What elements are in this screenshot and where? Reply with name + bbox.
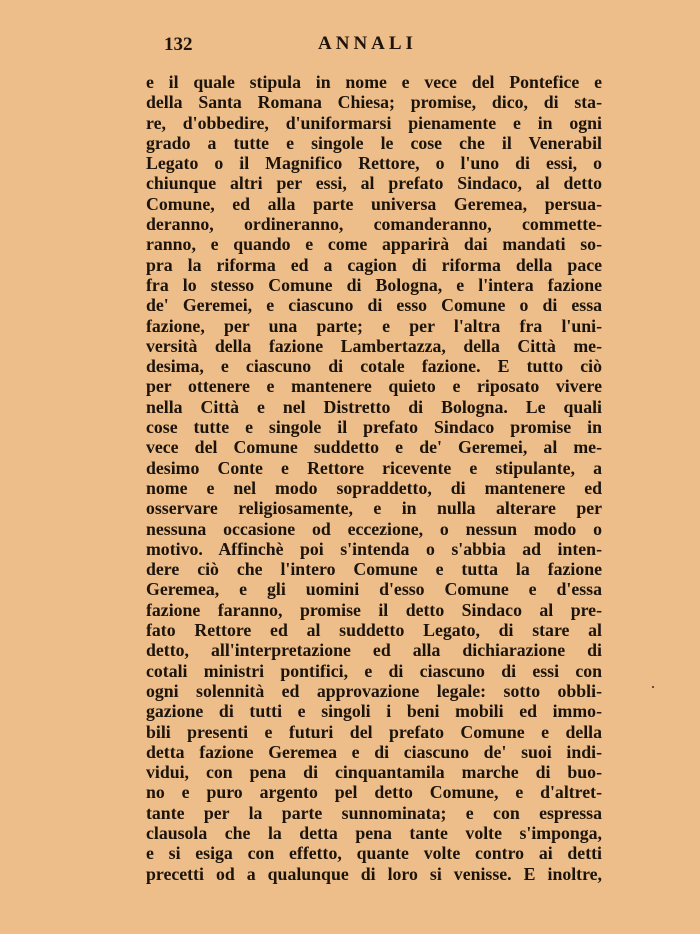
text-line: motivo. Affinchè poi s'intenda o s'abbia ad inten-: [146, 538, 602, 559]
text-line: clausola che la detta pena tante volte s'imponga,: [146, 822, 602, 843]
text-line: grado a tutte e singole le cose che il Venerabil: [146, 132, 602, 153]
text-line: cose tutte e singole il prefato Sindaco promise in: [146, 417, 602, 438]
text-line: Comune, ed alla parte universa Geremea, persua-: [146, 193, 602, 214]
text-line: desima, e ciascuno di cotale fazione. E tutto ciò: [146, 356, 602, 377]
text-line: pra la riforma ed a cagion di riforma della pace: [146, 254, 602, 275]
text-line: tante per la parte sunnominata; e con espressa: [146, 802, 602, 823]
text-line: bili presenti e futuri del prefato Comune e della: [146, 721, 602, 742]
text-line: nessuna occasione od eccezione, o nessun modo o: [146, 518, 602, 539]
text-line: e si esiga con effetto, quante volte contro ai detti: [146, 843, 602, 864]
text-line: fazione faranno, promise il detto Sindaco al pre-: [146, 599, 602, 620]
page-number: 132: [164, 34, 193, 55]
text-line: precetti od a qualunque di loro si venisse. E inoltre,: [146, 863, 602, 884]
running-title: ANNALI: [318, 33, 417, 54]
text-line: fra lo stesso Comune di Bologna, e l'intera fazione: [146, 274, 602, 295]
text-line: detto, all'interpretazione ed alla dichiarazione di: [146, 640, 602, 661]
text-line: ranno, e quando e come apparirà dai mandati so-: [146, 234, 602, 255]
text-line: no e puro argento pel detto Comune, e d'altret-: [146, 782, 602, 803]
text-line: nella Città e nel Distretto di Bologna. Le quali: [146, 396, 602, 417]
text-line: gazione di tutti e singoli i beni mobili ed immo-: [146, 701, 602, 722]
text-line: desimo Conte e Rettore ricevente e stipulante, a: [146, 457, 602, 478]
text-line: fato Rettore ed al suddetto Legato, di stare al: [146, 620, 602, 641]
text-line: nome e nel modo sopraddetto, di mantenere ed: [146, 477, 602, 498]
text-line: ogni solennità ed approvazione legale: sotto obbli-: [146, 680, 602, 701]
body-text: [146, 72, 602, 884]
text-line: de' Geremei, e ciascuno di esso Comune o di essa: [146, 295, 602, 316]
text-line: cotali ministri pontifici, e di ciascuno di essi con: [146, 660, 602, 681]
text-line: chiunque altri per essi, al prefato Sindaco, al detto: [146, 173, 602, 194]
text-line: osservare religiosamente, e in nulla alterare per: [146, 498, 602, 519]
text-line: vece del Comune suddetto e de' Geremei, al me-: [146, 437, 602, 458]
text-line: deranno, ordineranno, comanderanno, commette-: [146, 214, 602, 235]
text-line: dere ciò che l'intero Comune e tutta la fazione: [146, 559, 602, 580]
print-speck: [652, 686, 654, 688]
text-line: re, d'obbedire, d'uniformarsi pienamente e in ogni: [146, 112, 602, 133]
text-line: versità della fazione Lambertazza, della Città me-: [146, 335, 602, 356]
text-line: della Santa Romana Chiesa; promise, dico, di sta-: [146, 92, 602, 113]
text-line: Legato o il Magnifico Rettore, o l'uno di essi, o: [146, 153, 602, 174]
text-line: fazione, per una parte; e per l'altra fra l'uni-: [146, 315, 602, 336]
text-line: e il quale stipula in nome e vece del Pontefice e: [146, 72, 602, 92]
text-line: per ottenere e mantenere quieto e riposato vivere: [146, 376, 602, 397]
page-header: [140, 33, 600, 59]
text-line: Geremea, e gli uomini d'esso Comune e d'essa: [146, 579, 602, 600]
text-line: detta fazione Geremea e di ciascuno de' suoi indi-: [146, 741, 602, 762]
text-line: vidui, con pena di cinquantamila marche di buo-: [146, 762, 602, 783]
